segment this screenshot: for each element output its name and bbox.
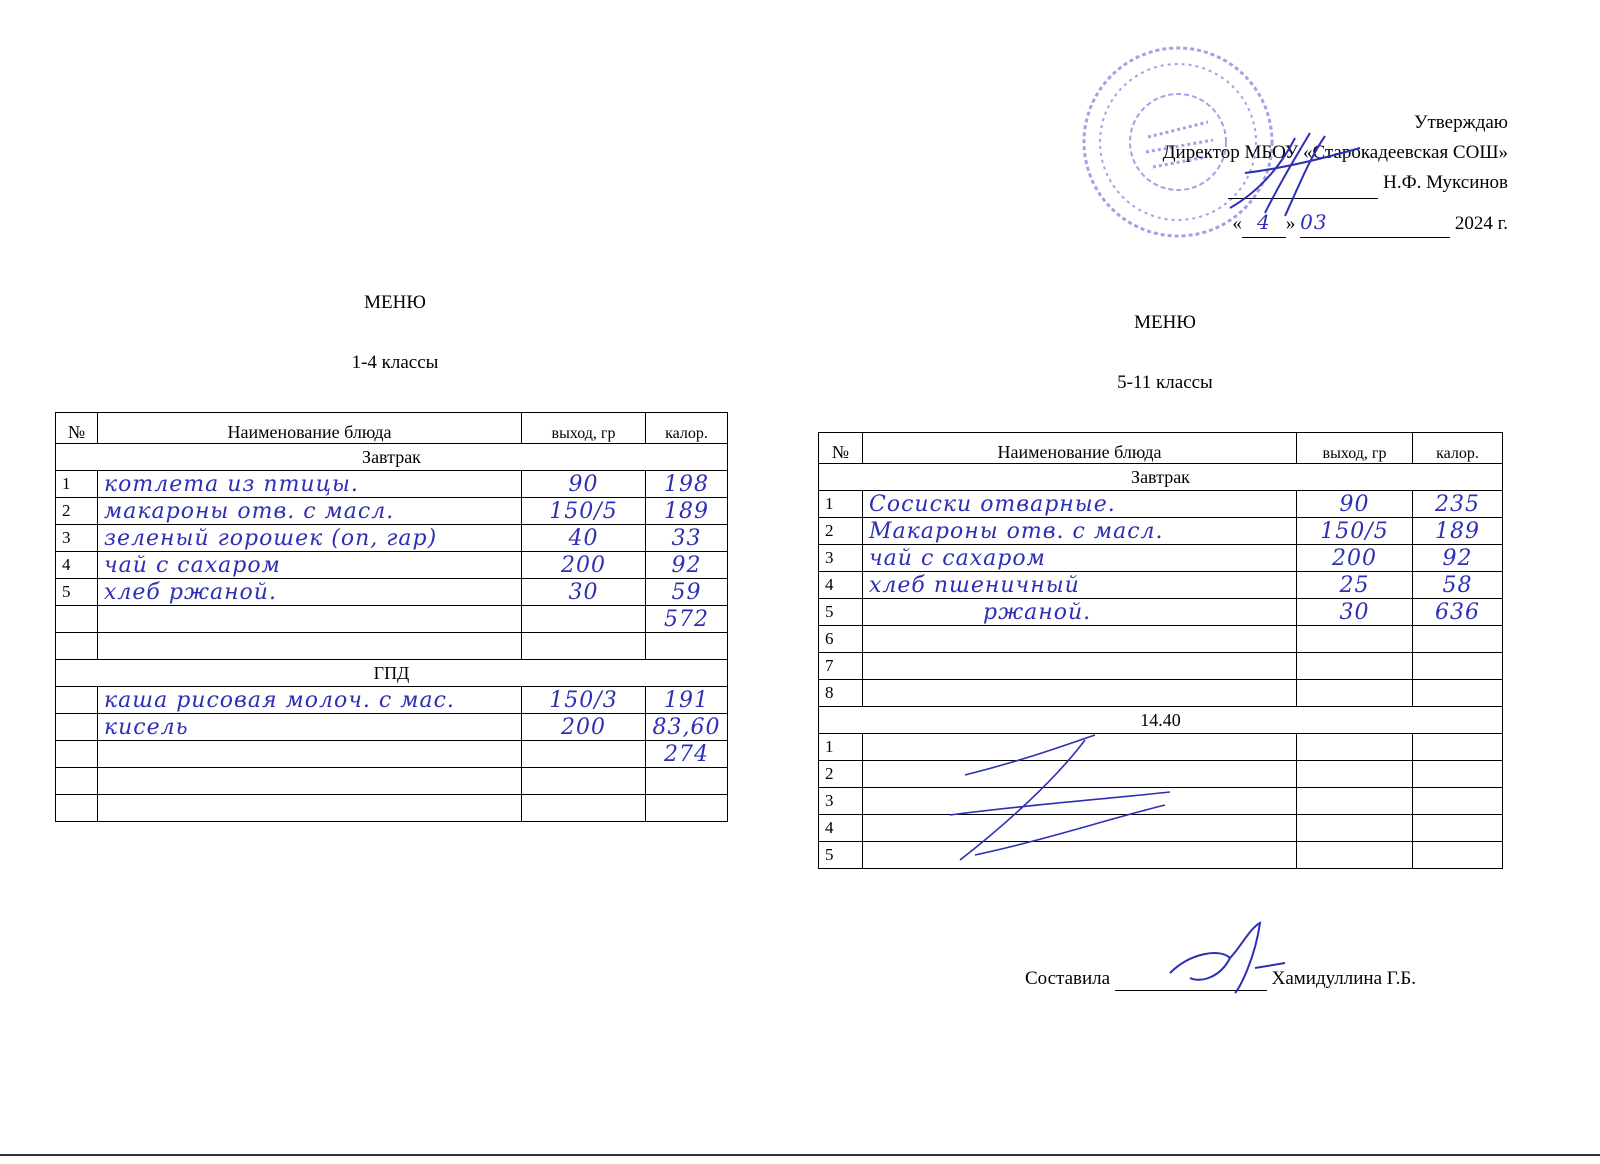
table-row (56, 768, 728, 795)
table-row: 5 (819, 842, 1503, 869)
left-menu-table (55, 412, 728, 822)
dish-name: хлеб ржаной. (98, 579, 522, 606)
dish-name: зеленый горошек (оп, гар) (98, 525, 522, 552)
table-row: 2 Макароны отв. с масл. 150/5 189 (819, 518, 1503, 545)
breakfast-calories-total: 572 (646, 606, 728, 633)
dish-weight: 200 (1297, 545, 1413, 572)
section-gpd: ГПД (56, 660, 728, 687)
table-row: 4 (819, 815, 1503, 842)
right-menu-heading: МЕНЮ (1134, 312, 1196, 333)
page-edge-line (0, 1154, 1600, 1156)
dish-calories: 83,60 (646, 714, 728, 741)
dish-name: хлеб пшеничный (863, 572, 1297, 599)
dish-weight: 150/3 (522, 687, 646, 714)
dish-calories: 235 (1413, 491, 1503, 518)
footer-label: Составила (1025, 968, 1111, 989)
approval-date: « 4 » 03 2024 г. (1163, 207, 1508, 239)
dish-weight: 30 (522, 579, 646, 606)
table-row: 2 (819, 761, 1503, 788)
col-weight: выход, гр (1297, 433, 1413, 464)
table-row: 7 (819, 653, 1503, 680)
date-year: 2024 (1454, 213, 1493, 234)
dish-calories: 189 (646, 498, 728, 525)
table-row: 6 (819, 626, 1503, 653)
dish-calories: 33 (646, 525, 728, 552)
table-row: 4 хлеб пшеничный 25 58 (819, 572, 1503, 599)
dish-weight: 90 (1297, 491, 1413, 518)
dish-weight: 25 (1297, 572, 1413, 599)
table-header-row (819, 433, 1503, 464)
dish-name: ржаной. (863, 599, 1297, 626)
col-number: № (819, 433, 863, 464)
table-row: 5 ржаной. 30 636 (819, 599, 1503, 626)
crossout-scribble (945, 730, 1185, 870)
table-row (56, 741, 728, 768)
table-row (56, 714, 728, 741)
dish-name: чай с сахаром (863, 545, 1297, 572)
table-row: 1 (819, 734, 1503, 761)
section-1440: 14.40 (819, 707, 1503, 734)
dish-weight: 200 (522, 714, 646, 741)
dish-name: чай с сахаром (98, 552, 522, 579)
director-signature (1225, 128, 1365, 218)
dish-name: Сосиски отварные. (863, 491, 1297, 518)
dish-calories: 92 (646, 552, 728, 579)
table-header-row (56, 413, 728, 444)
table-row: 3 чай с сахаром 200 92 (819, 545, 1503, 572)
dish-calories: 58 (1413, 572, 1503, 599)
table-row: 3 (819, 788, 1503, 815)
table-row: 1 котлета из птицы. 90 198 (56, 471, 728, 498)
table-row (56, 795, 728, 822)
dish-name: макароны отв. с масл. (98, 498, 522, 525)
table-row: 2 макароны отв. с масл. 150/5 189 (56, 498, 728, 525)
dish-name: Макароны отв. с масл. (863, 518, 1297, 545)
dish-calories: 92 (1413, 545, 1503, 572)
compiler-signature (1160, 918, 1290, 998)
dish-calories: 191 (646, 687, 728, 714)
col-number: № (56, 413, 98, 444)
col-calories: калор. (1413, 433, 1503, 464)
table-row: 4 чай с сахаром 200 92 (56, 552, 728, 579)
dish-weight: 30 (1297, 599, 1413, 626)
gpd-calories-total: 274 (646, 741, 728, 768)
dish-calories: 189 (1413, 518, 1503, 545)
col-weight: выход, гр (522, 413, 646, 444)
footer-name: Хамидуллина Г.Б. (1271, 968, 1417, 989)
dish-weight: 150/5 (1297, 518, 1413, 545)
dish-weight: 150/5 (522, 498, 646, 525)
date-day: 4 (1242, 207, 1286, 238)
table-row: 5 хлеб ржаной. 30 59 (56, 579, 728, 606)
dish-name: котлета из птицы. (98, 471, 522, 498)
left-menu-heading: МЕНЮ (364, 292, 426, 313)
dish-name: кисель (98, 714, 522, 741)
col-dish-name: Наименование блюда (863, 433, 1297, 464)
dish-weight: 40 (522, 525, 646, 552)
section-breakfast: Завтрак (819, 464, 1503, 491)
dish-weight: 90 (522, 471, 646, 498)
col-calories: калор. (646, 413, 728, 444)
table-row: 1 Сосиски отварные. 90 235 (819, 491, 1503, 518)
dish-calories: 198 (646, 471, 728, 498)
dish-name: каша рисовая молоч. с мас. (98, 687, 522, 714)
director-name: Н.Ф. Муксинов (1383, 172, 1508, 193)
table-row (56, 633, 728, 660)
right-menu-grades: 5-11 классы (1117, 372, 1213, 393)
left-menu-grades: 1-4 классы (351, 352, 439, 373)
approval-position: Директор МБОУ «Старокадеевская СОШ» (1162, 142, 1508, 163)
table-row: 3 зеленый горошек (оп, гар) 40 33 (56, 525, 728, 552)
date-month: 03 (1300, 207, 1450, 238)
section-breakfast: Завтрак (56, 444, 728, 471)
table-row (56, 606, 728, 633)
col-dish-name: Наименование блюда (98, 413, 522, 444)
dish-calories: 636 (1413, 599, 1503, 626)
approval-title: Утверждаю (1414, 112, 1508, 133)
table-row: 8 (819, 680, 1503, 707)
dish-weight: 200 (522, 552, 646, 579)
table-row (56, 687, 728, 714)
dish-calories: 59 (646, 579, 728, 606)
